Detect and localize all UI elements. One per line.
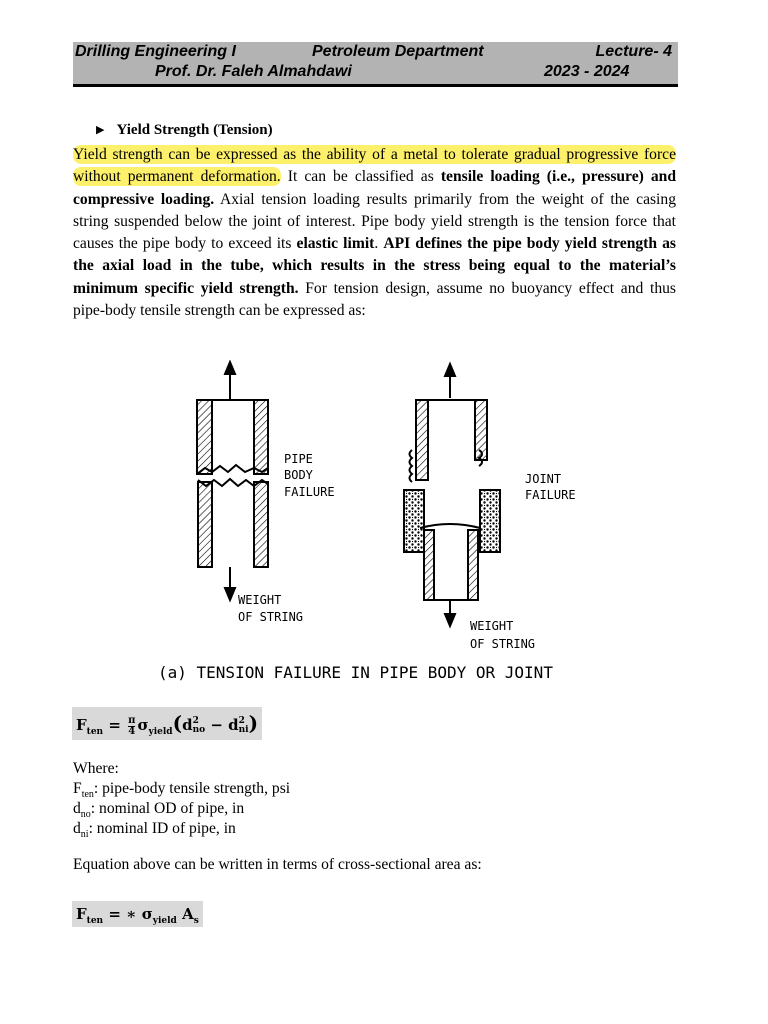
label-weight-left-2: OF STRING: [238, 610, 304, 624]
definition-ften: [73, 780, 290, 800]
eq-superscript: 2: [192, 716, 199, 726]
document-header: [73, 42, 678, 87]
equation-tensile-strength: [72, 707, 262, 740]
lecture-number: Lecture- 4: [595, 43, 672, 60]
where-label: Where:: [73, 760, 119, 777]
def-symbol: F: [73, 780, 82, 797]
eq-operator: −: [205, 716, 229, 734]
label-pipe-1: PIPE: [284, 452, 313, 466]
eq-subscript: yield: [152, 916, 177, 926]
eq-subscript: ten: [86, 727, 104, 737]
text-run: For tension design, assume no buoyancy effect and thus pipe-body tensile strength can be expressed as:: [73, 279, 676, 320]
eq-subscript: ni: [238, 725, 249, 735]
eq-operator: =: [103, 716, 127, 734]
eq-symbol: d: [182, 716, 193, 734]
pipe-body-failure-drawing: [197, 362, 268, 600]
def-symbol: d: [73, 820, 81, 837]
eq-symbol: A: [176, 905, 194, 923]
text-run: It can be classified as: [280, 168, 441, 186]
academic-year: 2023 - 2024: [544, 63, 630, 80]
eq-superscript: 2: [238, 716, 245, 726]
figure-caption: (a) TENSION FAILURE IN PIPE BODY OR JOINT: [158, 663, 553, 682]
course-title: Drilling Engineering I: [75, 43, 236, 60]
def-description: : pipe-body tensile strength, psi: [93, 780, 291, 797]
eq-subscript: no: [192, 725, 206, 735]
label-pipe-3: FAILURE: [284, 485, 335, 499]
fraction-numerator: π: [128, 714, 136, 726]
professor-name: Prof. Dr. Faleh Almahdawi: [155, 63, 352, 80]
eq-operator: = ∗: [103, 905, 142, 923]
bold-run: API defines the pipe body yield strength as the axial load in the tube, which results in the stress being equal to the material’s minimum specific yield strength.: [73, 235, 676, 297]
text-run: .: [374, 235, 384, 253]
eq-symbol: F: [76, 905, 87, 923]
eq-symbol: F: [76, 716, 87, 734]
section-heading-text: Yield Strength (Tension): [116, 122, 273, 138]
eq-paren: ): [248, 711, 259, 735]
eq-paren: (: [172, 711, 183, 735]
label-joint-1: JOINT: [525, 472, 562, 486]
definition-dno: [73, 800, 244, 820]
definition-dni: [73, 820, 236, 840]
def-subscript: ni: [80, 829, 89, 841]
highlight-line-2: progressive force without permanent deformation.: [73, 146, 676, 186]
joint-failure-drawing: [404, 364, 500, 626]
text-run: Axial tension loading results primarily from the weight of the casing string suspended below the joint of interest. Pipe body yield strength is the tension force that causes the pipe body to exceed its: [73, 190, 676, 253]
label-weight-right-1: WEIGHT: [470, 619, 514, 633]
label-weight-right-2: OF STRING: [470, 637, 536, 651]
department-name: Petroleum Department: [312, 43, 484, 60]
equation-note: Equation above can be written in terms of cross-sectional area as:: [73, 856, 482, 873]
bold-run: elastic limit: [296, 235, 375, 253]
fraction-denominator: 4: [128, 725, 136, 737]
body-paragraph: [73, 144, 676, 322]
eq-subscript: ten: [86, 916, 104, 926]
bold-run: tensile loading (i.e., pressure) and compressive loading.: [73, 168, 677, 208]
def-description: : nominal ID of pipe, in: [88, 820, 236, 837]
highlight-line-1: Yield strength can be expressed as the ability of a metal to tolerate gradual: [73, 146, 561, 163]
eq-subsup: [239, 717, 249, 735]
eq-symbol: d: [228, 716, 239, 734]
eq-symbol: σ: [137, 716, 149, 734]
label-weight-left-1: WEIGHT: [238, 593, 282, 607]
eq-fraction: [128, 716, 135, 737]
def-subscript: ten: [81, 789, 94, 801]
eq-subsup: [193, 717, 206, 735]
tension-failure-diagram: [150, 360, 600, 690]
eq-subscript: yield: [148, 727, 173, 737]
label-pipe-2: BODY: [284, 468, 313, 482]
section-heading: [96, 122, 273, 139]
tension-failure-figure: [150, 360, 600, 690]
equation-cross-sectional: [72, 901, 203, 927]
label-joint-2: FAILURE: [525, 488, 576, 502]
def-description: : nominal OD of pipe, in: [90, 800, 245, 817]
def-symbol: d: [73, 800, 81, 817]
def-subscript: no: [80, 809, 91, 821]
bullet-triangle-icon: ▶: [96, 124, 105, 136]
eq-subscript: s: [193, 916, 199, 926]
eq-symbol: σ: [141, 905, 153, 923]
